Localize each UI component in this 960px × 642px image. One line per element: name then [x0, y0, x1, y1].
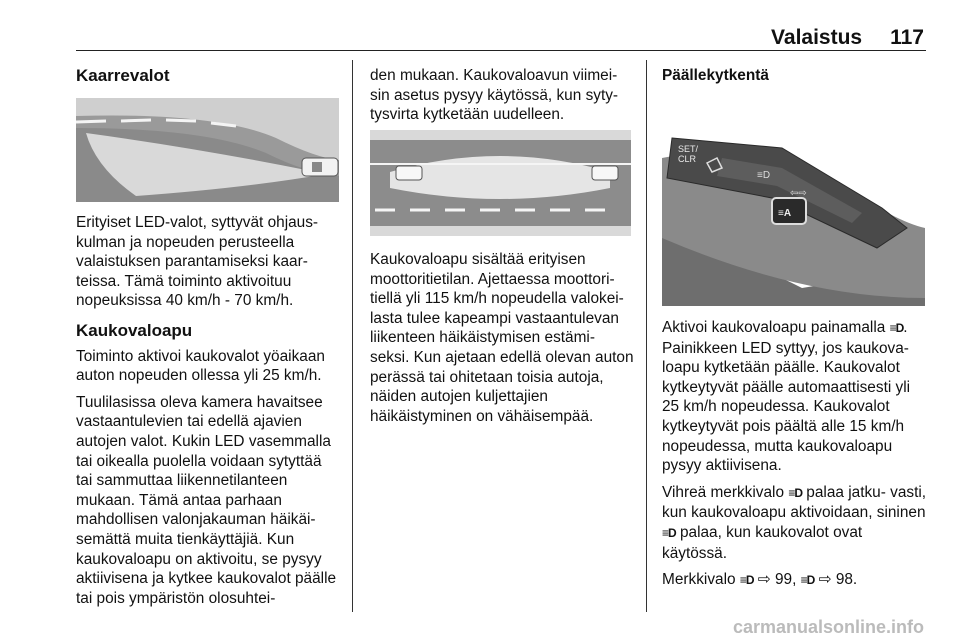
highway-light-drawing: [370, 130, 631, 236]
column-divider-2: [646, 60, 647, 612]
column-2-body: [370, 250, 636, 433]
column-3-body: [662, 318, 928, 598]
clr-label: CLR: [678, 154, 697, 164]
heading-kaukovaloapu: Kaukovaloapu: [76, 320, 193, 340]
paragraph-references: [662, 570, 928, 591]
page-header: [771, 26, 924, 50]
paragraph: den mukaan. Kaukovaloavun viimei- sin asetus pysyy käytössä, kun syty- tysvirta kytketään uudelleen.: [370, 67, 619, 124]
header-rule: [76, 50, 926, 51]
text-run: Vihreä merkkivalo: [662, 483, 785, 501]
svg-text:⇦⇨: ⇦⇨: [790, 188, 807, 199]
page-reference-link[interactable]: 98.: [835, 571, 858, 589]
high-beam-assist-icon: ≡D: [788, 485, 802, 500]
section-title: Valaistus: [771, 26, 863, 49]
set-label: SET/: [678, 144, 699, 154]
paragraph-activation: [662, 318, 928, 476]
highway-mode-illustration: [370, 130, 631, 236]
text-run: Merkkivalo: [662, 571, 736, 589]
page-reference-icon: ⇨: [818, 571, 832, 589]
high-beam-icon: ≡D: [800, 573, 815, 588]
cornering-light-drawing: [76, 98, 339, 202]
svg-text:≡A: ≡A: [778, 208, 792, 219]
own-car-icon: [592, 166, 618, 180]
high-beam-assist-icon: ≡D: [739, 573, 754, 588]
paragraph-indicator: [662, 483, 928, 563]
page-number: 117: [890, 26, 924, 49]
svg-text:≡D: ≡D: [757, 170, 771, 181]
column-divider-1: [352, 60, 353, 612]
stalk-switch-drawing: [662, 98, 925, 306]
paragraph: Tuulilasissa oleva kamera havaitsee vastaantulevien tai edellä ajavien autojen valot. Kukin LED vasemmalla tai oikealla puolella voidaan sytyttää tai sammuttaa liikennetilanteen mukaan. Tämä antaa parhaan mahdollisen valonjakauman häikäi- semättä muita tienkäyttäjiä. Kun kaukovaloapu on aktivoitu, se pysyy aktiivisena ja kytkee kaukovalot päälle tai pois ympäristön olosuhtei-: [76, 393, 337, 607]
column-1: [76, 66, 342, 86]
paragraph: Kaukovaloapu sisältää erityisen moottoritietilan. Ajettaessa moottori- tiellä yli 115 km/h nopeudella valokei- lasta tulee kapeampi vastaantulevan liikenteen häikäistymisen estämi- seksi. Kun ajetaan edellä olevan auton perässä tai ohitetaan toisia autoja, näiden autojen kuljettajien häikäistyminen on vähäisempää.: [370, 251, 634, 425]
oncoming-car-icon: [396, 166, 422, 180]
text-run: palaa jatku- vasti, kun kaukovaloapu aktivoidaan, sininen: [662, 483, 927, 522]
column-1-body: [76, 213, 342, 615]
text-run: . Painikkeen LED syttyy, jos kaukova- loapu kytketään päälle. Kaukovalot kytkeytyvät päälle automaattisesti yli 25 km/h nopeudessa. Kaukovalot kytkeytyvät pois päältä alle 15 km/h nopeudessa, mutta kaukovaloapu pysyy aktiivisena.: [662, 319, 911, 475]
paragraph: Toiminto aktivoi kaukovalot yöaikaan auton nopeuden ollessa yli 25 km/h.: [76, 347, 325, 385]
high-beam-icon: ≡D: [662, 525, 676, 540]
heading-paallekytkenta: Päällekytkentä: [662, 67, 769, 84]
paragraph: Erityiset LED-valot, syttyvät ohjaus- kulman ja nopeuden perusteella valaistuksen parantamiseksi kaar- teissa. Tämä toiminto aktivoituu nopeuksissa 40 km/h - 70 km/h.: [76, 214, 319, 310]
column-2: [370, 66, 634, 132]
text-run: Aktivoi kaukovaloapu painamalla: [662, 319, 886, 336]
text-run: palaa, kun kaukovalot ovat käytössä.: [662, 523, 863, 562]
heading-kaarrevalot: Kaarrevalot: [76, 66, 170, 85]
column-3: [662, 66, 928, 86]
watermark: carmanualsonline.info: [732, 617, 924, 637]
cornering-light-illustration: [76, 98, 339, 202]
stalk-switch-illustration: [662, 98, 925, 306]
page-reference-link[interactable]: 99,: [774, 571, 797, 589]
high-beam-assist-icon: ≡D: [889, 321, 904, 335]
page-reference-icon: ⇨: [757, 571, 771, 589]
